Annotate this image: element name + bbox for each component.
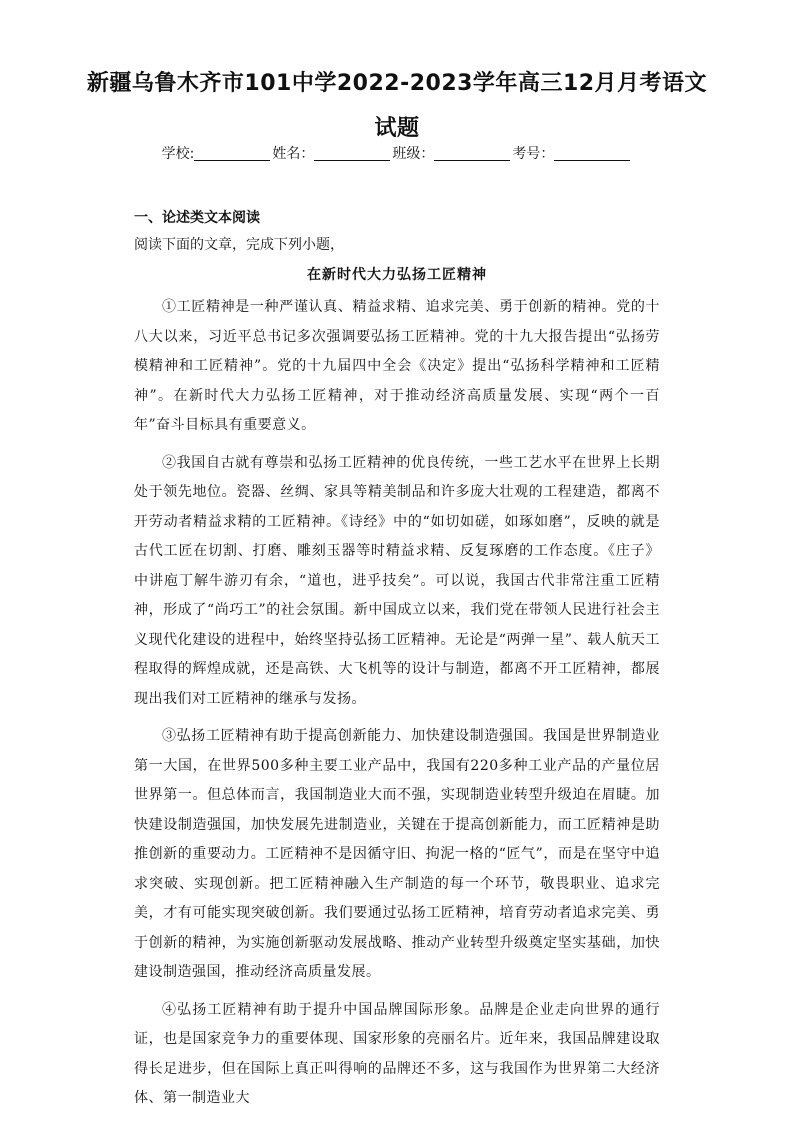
paragraph: ③弘扬工匠精神有助于提高创新能力、加快建设制造强国。我国是世界制造业第一大国，在世界500多种主要工业产品中，我国有220多种工业产品的产量位居世界第一。但总体而言，我国制造业大而不强，实现制造业转型升级迫在眉睫。加快建设制造强国，加快发展先进制造业，关键在于提高创新能力，而工匠精神是助推创新的重要动力。工匠精神不是因循守旧、拘泥一格的“匠气”，而是在坚守中追求突破、实现创新。把工匠精神融入生产制造的每一个环节，敬畏职业、追求完美，才有可能实现突破创新。我们要通过弘扬工匠精神，培育劳动者追求完美、勇于创新的精神，为实施创新驱动发展战略、推动产业转型升级奠定坚实基础，加快建设制造强国，推动经济高质量发展。 [134, 728, 660, 980]
class-label: 班级： [392, 146, 435, 162]
instruction-text: 阅读下面的文章，完成下列小题， [134, 237, 344, 253]
class-blank [434, 147, 510, 161]
number-label: 考号： [512, 146, 555, 162]
exam-title-line2: 试题 [374, 116, 420, 141]
number-blank [554, 147, 630, 161]
paragraph: ④弘扬工匠精神有助于提升中国品牌国际形象。品牌是企业走向世界的通行证，也是国家竞争力的重要体现、国家形象的亮丽名片。近年来，我国品牌建设取得长足进步，但在国际上真正叫得响的品牌还不多，这与我国作为世界第二大经济体、第一制造业大 [134, 1001, 660, 1106]
name-blank [314, 147, 390, 161]
school-blank [194, 147, 270, 161]
student-info-row [0, 143, 794, 163]
name-label: 姓名： [272, 146, 315, 162]
article-body [134, 293, 660, 1122]
section-heading: 一、论述类文本阅读 [134, 210, 260, 226]
school-label: 学校: [161, 146, 195, 162]
exam-title-line1: 新疆乌鲁木齐市101中学2022-2023学年高三12月月考语文 [86, 71, 708, 96]
paragraph: ②我国自古就有尊崇和弘扬工匠精神的优良传统，一些工艺水平在世界上长期处于领先地位。瓷器、丝绸、家具等精美制品和许多庞大壮观的工程建造，都离不开劳动者精益求精的工匠精神。《诗经》中的“如切如磋，如琢如磨”，反映的就是古代工匠在切割、打磨、雕刻玉器等时精益求精、反复琢磨的工作态度。《庄子》中讲庖丁解牛游刃有余，“道也，进乎技矣”。可以说，我国古代非常注重工匠精神，形成了“尚巧工”的社会氛围。新中国成立以来，我们党在带领人民进行社会主义现代化建设的进程中，始终坚持弘扬工匠精神。无论是“两弹一星”、载人航天工程取得的辉煌成就，还是高铁、大飞机等的设计与制造，都离不开工匠精神，都展现出我们对工匠精神的继承与发扬。 [134, 454, 660, 707]
paragraph: ①工匠精神是一种严谨认真、精益求精、追求完美、勇于创新的精神。党的十八大以来，习近平总书记多次强调要弘扬工匠精神。党的十九大报告提出“弘扬劳模精神和工匠精神”。党的十九届四中全会《决定》提出“弘扬科学精神和工匠精神”。在新时代大力弘扬工匠精神，对于推动经济高质量发展、实现“两个一百年”奋斗目标具有重要意义。 [134, 299, 660, 433]
article-title: 在新时代大力弘扬工匠精神 [307, 267, 487, 283]
